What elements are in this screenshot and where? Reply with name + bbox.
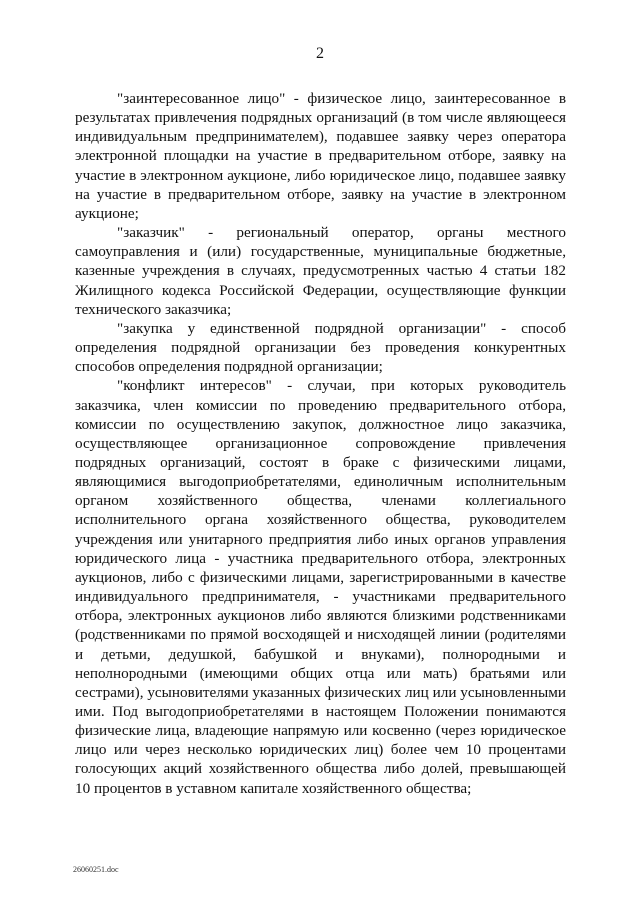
footer-filename: 26060251.doc xyxy=(73,865,119,874)
definition-interested-person: "заинтересованное лицо" - физическое лицо, заинтересованное в результатах привлечения подрядных организаций (в том числе являющееся индивидуальным предпринимателем), подавшее заявку через оператора электронной площадки на участие в предварительном отборе, заявку на участие в электронном аукционе, либо юридическое лицо, подавшее заявку на участие в предварительном отборе, заявку на участие в электронном аукционе; xyxy=(75,90,566,222)
definition-single-supplier-purchase: "закупка у единственной подрядной организации" - способ определения подрядной организации без проведения конкурентных способов определения подрядной организации; xyxy=(75,319,566,376)
definition-customer: "заказчик" - региональный оператор, органы местного самоуправления и (или) государственные, муниципальные бюджетные, казенные учреждения в случаях, предусмотренных частью 4 статьи 182 Жилищного кодекса Российской Федерации, осуществляющие функции технического заказчика; xyxy=(75,224,566,318)
definition-conflict-of-interest: "конфликт интересов" - случаи, при которых руководитель заказчика, член комиссии по проведению предварительного отбора, комиссии по осуществлению закупок, должностное лицо заказчика, осуществляющее организационное сопровождение привлечения подрядных организаций, состоят в браке с физическими лицами, являющимися выгодоприобретателями, единоличным исполнительным органом хозяйственного общества, членами коллегиального исполнительного органа хозяйственного общества, руководителем учреждения или унитарного предприятия либо иных органов управления юридического лица - участника предварительного отбора, электронных аукционов, либо с физическими лицами, зарегистрированными в качестве индивидуального предпринимателя, - участниками предварительного отбора, электронных аукционов либо являются близкими родственниками (родственниками по прямой восходящей и нисходящей линии (родителями и детьми, дедушкой, бабушкой и внуками), полнородными и неполнородными (имеющими общих отца или мать) братьями или сестрами), усыновителями указанных физических лиц или усыновленными ими. Под выгодоприобретателями в настоящем Положении понимаются физические лица, владеющие напрямую или косвенно (через юридическое лицо или через несколько юридических лиц) более чем 10 процентами голосующих акций хозяйственного общества либо долей, превышающей 10 процентов в уставном капитале хозяйственного общества; xyxy=(75,377,566,797)
page-number: 2 xyxy=(316,45,324,62)
document-body xyxy=(75,89,566,798)
